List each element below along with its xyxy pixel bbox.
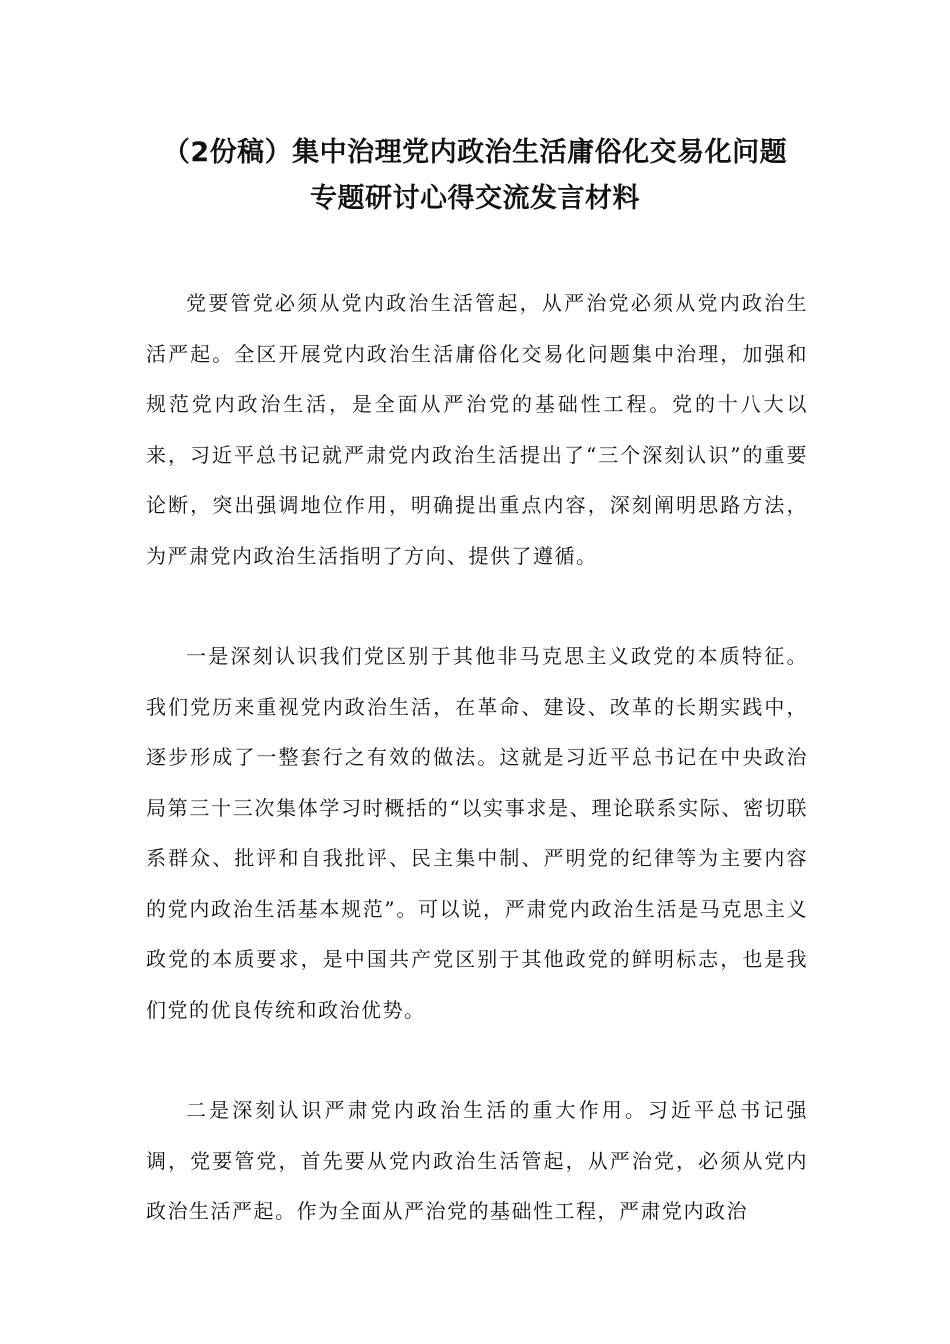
paragraph-point-two: 二是深刻认识严肃党内政治生活的重大作用。习近平总书记强调，党要管党，首先要从党内政治生活管起，从严治党，必须从党内政治生活严起。作为全面从严治党的基础性工程，严肃党内政治 bbox=[146, 1098, 808, 1223]
document-title bbox=[80, 130, 870, 222]
paragraph-intro: 党要管党必须从党内政治生活管起，从严治党必须从党内政治生活严起。全区开展党内政治生活庸俗化交易化问题集中治理，加强和规范党内政治生活，是全面从严治党的基础性工程。党的十八大以来，习近平总书记就严肃党内政治生活提出了“三个深刻认识”的重要论断，突出强调地位作用，明确提出重点内容，深刻阐明思路方法，为严肃党内政治生活指明了方向、提供了遵循。 bbox=[146, 291, 808, 568]
title-line-2: 专题研讨心得交流发言材料 bbox=[310, 183, 640, 214]
title-line-1: （2份稿）集中治理党内政治生活庸俗化交易化问题 bbox=[162, 137, 788, 168]
document-body bbox=[146, 278, 808, 1237]
paragraph-point-one: 一是深刻认识我们党区别于其他非马克思主义政党的本质特征。我们党历来重视党内政治生活，在革命、建设、改革的长期实践中，逐步形成了一整套行之有效的做法。这就是习近平总书记在中央政治局第三十三次集体学习时概括的“以实事求是、理论联系实际、密切联系群众、批评和自我批评、民主集中制、严明党的纪律等为主要内容的党内政治生活基本规范”。可以说，严肃党内政治生活是马克思主义政党的本质要求，是中国共产党区别于其他政党的鲜明标志，也是我们党的优良传统和政治优势。 bbox=[146, 644, 808, 1022]
